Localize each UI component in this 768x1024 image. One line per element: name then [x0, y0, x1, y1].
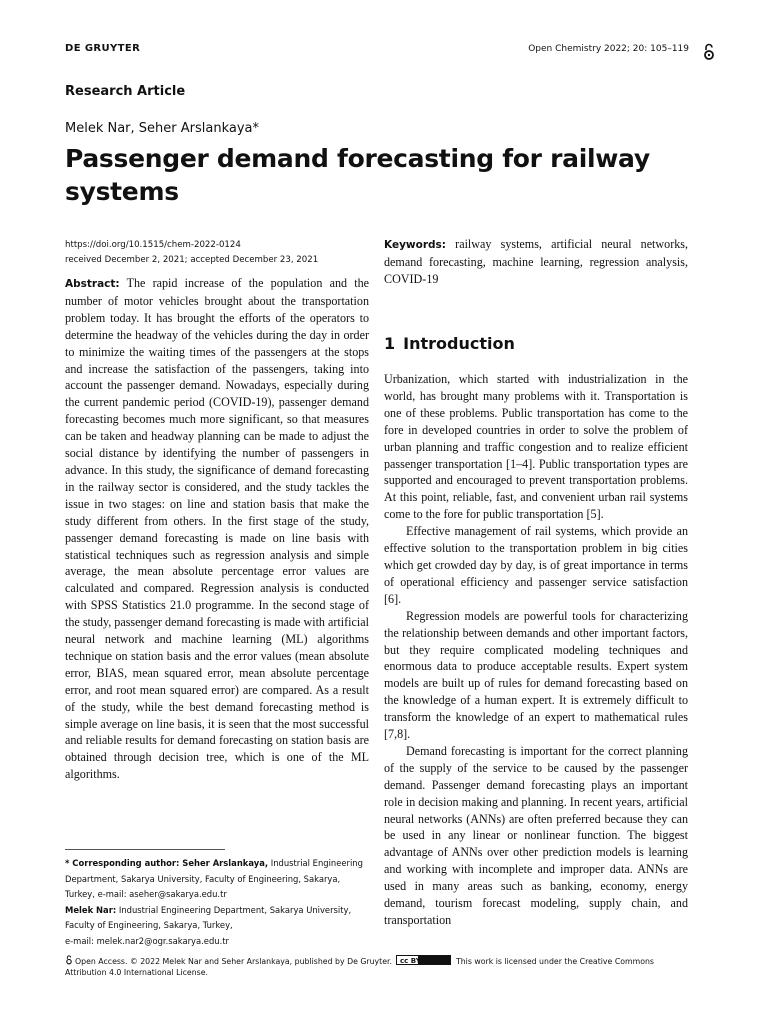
footnote-divider: [65, 849, 225, 850]
abstract-block: [65, 275, 369, 783]
second-author-affiliation: Industrial Engineering Department, Sakarya University, Faculty of Engineering, Sakarya, Turkey,: [65, 904, 352, 931]
keywords-label: Keywords:: [384, 239, 446, 251]
license-text: This work is licensed under the Creative Commons Attribution 4.0 International License.: [65, 957, 654, 977]
keywords: [384, 236, 688, 288]
corresponding-author-label: * Corresponding author: Seher Arslankaya,: [65, 858, 269, 868]
section-number: 1: [384, 334, 396, 353]
intro-paragraph: Regression models are powerful tools for characterizing the relationship between demands and other important factors, but they require complicated modeling techniques and enormous data to produce acceptable results. Expert system models are built up of rules for demand forecasting based on the knowledge of a human expert. It is extremely difficult to transform the knowledge of an expert to mathematical rules [7,8].: [384, 608, 688, 742]
abstract-text: The rapid increase of the population and the number of motor vehicles brought about the transportation problem today. It has brought the efforts of the operators to determine the headway of the vehicles during the day in order to minimize the waiting times of the passengers at the stops and increase the satisfaction of the passengers, taking into account the passenger demand. Nowadays, especially during the current pandemic period (COVID-19), passenger demand forecasting becomes much more significant, so that measures can be taken and headway planning can be made to adjust the social distance by identifying the number of passengers in advance. In this study, the significance of demand forecasting in the railway sector is considered, and the study tackles the issue in two stages: on line and station basis that make the study different from others. In the first stage of the study, passenger demand forecasting is made on line basis with statistical techniques such as regression analysis and simple average, the mean absolute percentage error values are calculated and compared. Regression analysis is conducted with SPSS Statistics 21.0 programme. In the second stage of the study, passenger demand forecasting is made with artificial neural network and machine learning (ML) algorithms technique on station basis and the error values (mean absolute error, BIAS, mean squared error, mean absolute percentage error, and root mean squared error) are compared. As a result of the study, while the best demand forecasting method is simple average on line basis, it is seen that the most successful and reliable results for demand forecasting on station basis are obtained through decision tree, which is one of the ML algorithms.: [65, 276, 369, 782]
intro-paragraph: Effective management of rail systems, which provide an effective solution to the transportation problem in big cities which get crowded day by day, is of great importance in terms of operational efficiency and passenger service satisfaction [6].: [384, 524, 688, 606]
journal-citation: Open Chemistry 2022; 20: 105–119: [528, 44, 689, 54]
abstract-label: Abstract:: [65, 278, 120, 290]
received-accepted-dates: received December 2, 2021; accepted December 23, 2021: [65, 255, 319, 265]
keywords-text: railway systems, artificial neural networks, demand forecasting, machine learning, regression analysis, COVID-19: [384, 237, 689, 286]
license-footer: [65, 955, 689, 978]
intro-paragraph: Urbanization, which started with industrialization in the world, has brought many problems with it. Transportation is one of these problems. Public transportation has come to the fore in developed countries in order to solve the problem of urban planning and traffic congestion and to realize efficient passenger transportation [1–4]. Public transportation types are supported and encouraged to prevent transportation problems. At this point, reliable, fast, and convenient urban rail systems come to the fore for public transportation [5].: [384, 372, 688, 522]
paper-title: Passenger demand forecasting for railway systems: [65, 144, 650, 206]
article-meta: [65, 238, 365, 268]
author-footnote: [65, 856, 369, 950]
article-type: Research Article: [65, 84, 186, 99]
corresponding-author-affiliation: Industrial Engineering Department, Sakarya University, Faculty of Engineering, Sakarya, Turkey, e-mail: aseher@sakarya.edu.tr: [65, 858, 363, 900]
page-header: [65, 43, 689, 57]
keywords-block: [384, 236, 688, 288]
open-access-small-icon: [65, 955, 73, 965]
section-heading-introduction: [384, 334, 515, 353]
intro-paragraph: Demand forecasting is important for the correct planning of the supply of the service to be caused by the passenger demand. Passenger demand forecasting plays an important role in decision making and planning. In recent years, artificial neural networks (ANNs) are often preferred because they can be used in any linear or nonlinear function. The biggest advantage of ANNs over other prediction models is learning and working with incomplete and improper data. ANNs are used in many areas such as banking, economy, energy demand, tourism forecast modeling, supply chain, and transportation: [384, 743, 688, 927]
cc-by-license-badge[interactable]: [396, 955, 451, 965]
abstract: [65, 275, 369, 783]
publisher-brand: DE GRUYTER: [65, 43, 141, 54]
cc-badge-text: cc BY: [400, 957, 422, 965]
second-author-email[interactable]: e-mail: melek.nar2@ogr.sakarya.edu.tr: [65, 935, 229, 946]
corresponding-author-note: [65, 856, 369, 903]
authors: Melek Nar, Seher Arslankaya*: [65, 121, 260, 136]
copyright-text: Open Access. © 2022 Melek Nar and Seher Arslankaya, published by De Gruyter.: [75, 957, 392, 966]
open-access-icon: [703, 43, 715, 61]
doi-link[interactable]: https://doi.org/10.1515/chem-2022-0124: [65, 240, 241, 250]
introduction-body: [384, 371, 688, 929]
second-author-note: [65, 903, 369, 934]
section-title: Introduction: [403, 334, 515, 353]
second-author-label: Melek Nar:: [65, 904, 117, 915]
